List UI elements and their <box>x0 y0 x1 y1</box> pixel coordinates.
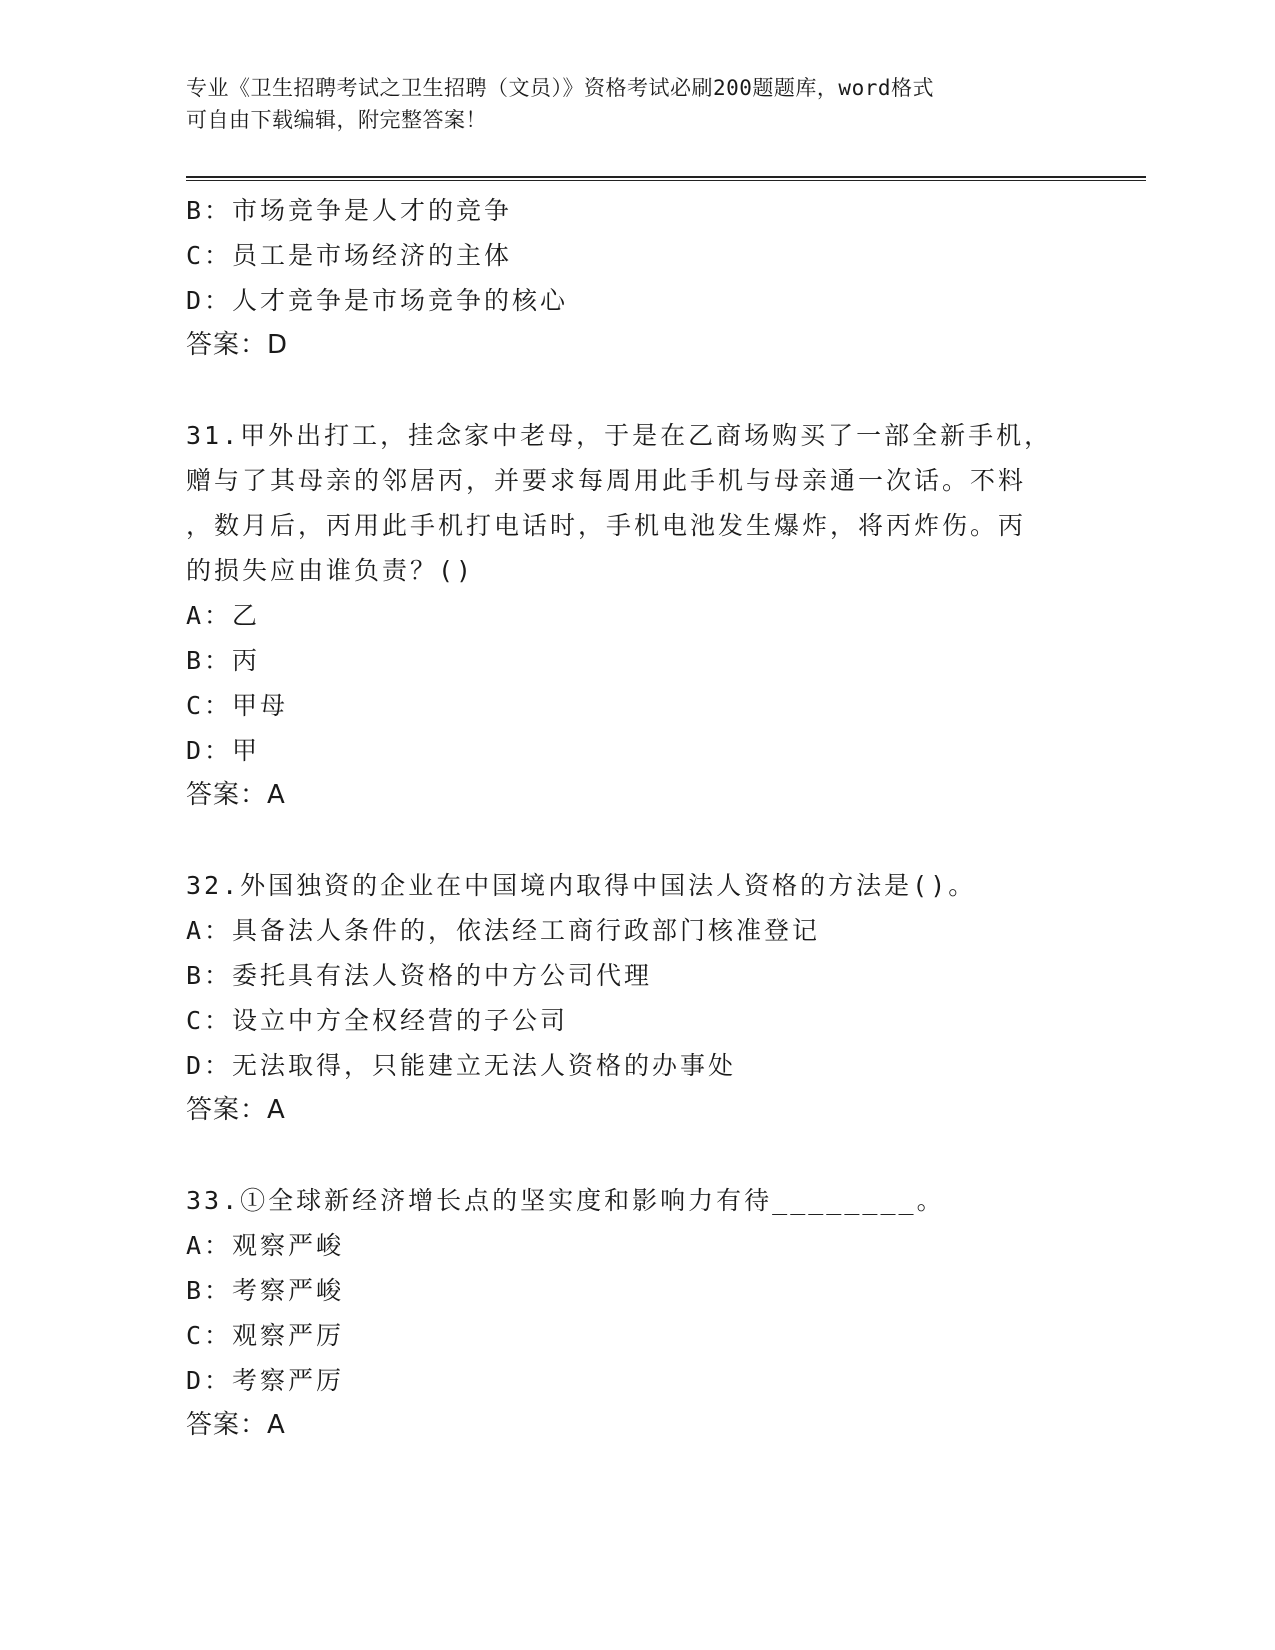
option-b: B：市场竞争是人才的竞争 <box>186 196 513 225</box>
option-d: D：考察严厉 <box>186 1366 345 1395</box>
option-d: D：无法取得，只能建立无法人资格的办事处 <box>186 1051 737 1080</box>
option-b: B：考察严峻 <box>186 1276 345 1305</box>
answer: 答案：A <box>186 780 286 810</box>
question-stem-line: 赠与了其母亲的邻居丙，并要求每周用此手机与母亲通一次话。不料 <box>186 466 1027 495</box>
spacer <box>186 818 1146 863</box>
option-c: C：观察严厉 <box>186 1321 345 1350</box>
question-31 <box>186 413 1146 818</box>
option-c: C：设立中方全权经营的子公司 <box>186 1006 569 1035</box>
question-stem: 33.①全球新经济增长点的坚实度和影响力有待________。 <box>186 1186 945 1215</box>
option-b: B：委托具有法人资格的中方公司代理 <box>186 961 653 990</box>
question-32 <box>186 863 1146 1133</box>
question-stem-line: 的损失应由谁负责？() <box>186 556 475 585</box>
option-a: A：具备法人条件的，依法经工商行政部门核准登记 <box>186 916 821 945</box>
question-30 <box>186 188 1146 368</box>
option-a: A：观察严峻 <box>186 1231 345 1260</box>
question-stem-line: ，数月后，丙用此手机打电话时，手机电池发生爆炸，将丙炸伤。丙 <box>186 511 1027 540</box>
question-list <box>186 188 1146 1448</box>
spacer <box>186 368 1146 413</box>
option-a: A：乙 <box>186 601 261 630</box>
option-d: D：甲 <box>186 736 261 765</box>
question-stem-line: 31.甲外出打工，挂念家中老母，于是在乙商场购买了一部全新手机， <box>186 421 1053 450</box>
header-line-2: 可自由下载编辑，附完整答案！ <box>186 108 487 132</box>
option-d: D：人才竞争是市场竞争的核心 <box>186 286 569 315</box>
header-line-1: 专业《卫生招聘考试之卫生招聘（文员）》资格考试必刷200题题库，word格式 <box>186 76 934 100</box>
question-stem: 32.外国独资的企业在中国境内取得中国法人资格的方法是()。 <box>186 871 977 900</box>
question-33 <box>186 1178 1146 1448</box>
header-divider <box>186 176 1146 181</box>
option-c: C：员工是市场经济的主体 <box>186 241 513 270</box>
answer: 答案：D <box>186 330 289 360</box>
option-b: B：丙 <box>186 646 261 675</box>
document-header <box>186 72 1086 136</box>
answer: 答案：A <box>186 1095 286 1125</box>
answer: 答案：A <box>186 1410 286 1440</box>
option-c: C：甲母 <box>186 691 289 720</box>
spacer <box>186 1133 1146 1178</box>
